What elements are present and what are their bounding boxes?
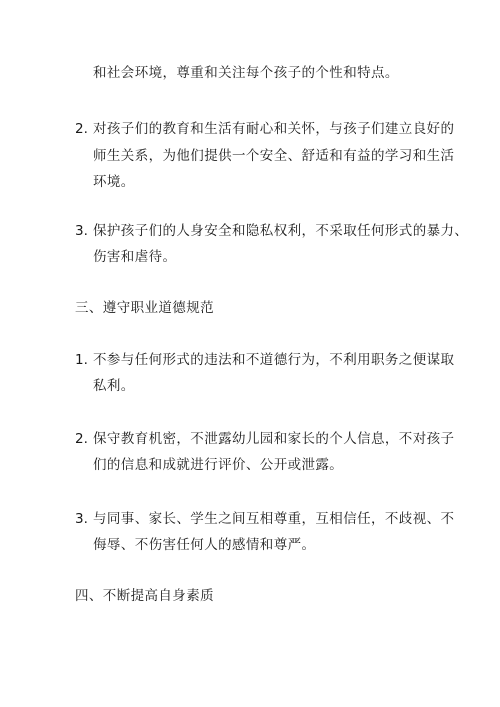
list-item-line: 师生关系，为他们提供一个安全、舒适和有益的学习和生活 xyxy=(93,148,455,164)
list-item-number: 3. xyxy=(75,511,88,527)
list-item-line: 侮辱、不伤害任何人的感情和尊严。 xyxy=(93,537,316,553)
list-item-number: 3. xyxy=(75,223,88,239)
list-item-line: 私利。 xyxy=(93,378,135,394)
list-item-line: 保护孩子们的人身安全和隐私权利，不采取任何形式的暴力、 xyxy=(93,223,469,239)
list-item-line: 与同事、家长、学生之间互相尊重，互相信任，不歧视、不 xyxy=(93,511,455,527)
section-heading: 四、不断提高自身素质 xyxy=(75,588,214,604)
list-item-number: 2. xyxy=(75,431,88,447)
list-item-line: 不参与任何形式的违法和不道德行为，不利用职务之便谋取 xyxy=(93,352,455,368)
list-item-number: 2. xyxy=(75,121,88,137)
list-item-number: 1. xyxy=(75,352,88,368)
section-heading: 三、遵守职业道德规范 xyxy=(75,300,214,316)
list-item-line: 保守教育机密，不泄露幼儿园和家长的个人信息，不对孩子 xyxy=(93,431,455,447)
list-item-line: 环境。 xyxy=(93,174,135,190)
list-item-line: 伤害和虐待。 xyxy=(93,249,177,265)
continuation-line: 和社会环境，尊重和关注每个孩子的个性和特点。 xyxy=(93,65,399,81)
list-item-line: 们的信息和成就进行评价、公开或泄露。 xyxy=(93,457,344,473)
list-item-line: 对孩子们的教育和生活有耐心和关怀，与孩子们建立良好的 xyxy=(93,121,455,137)
